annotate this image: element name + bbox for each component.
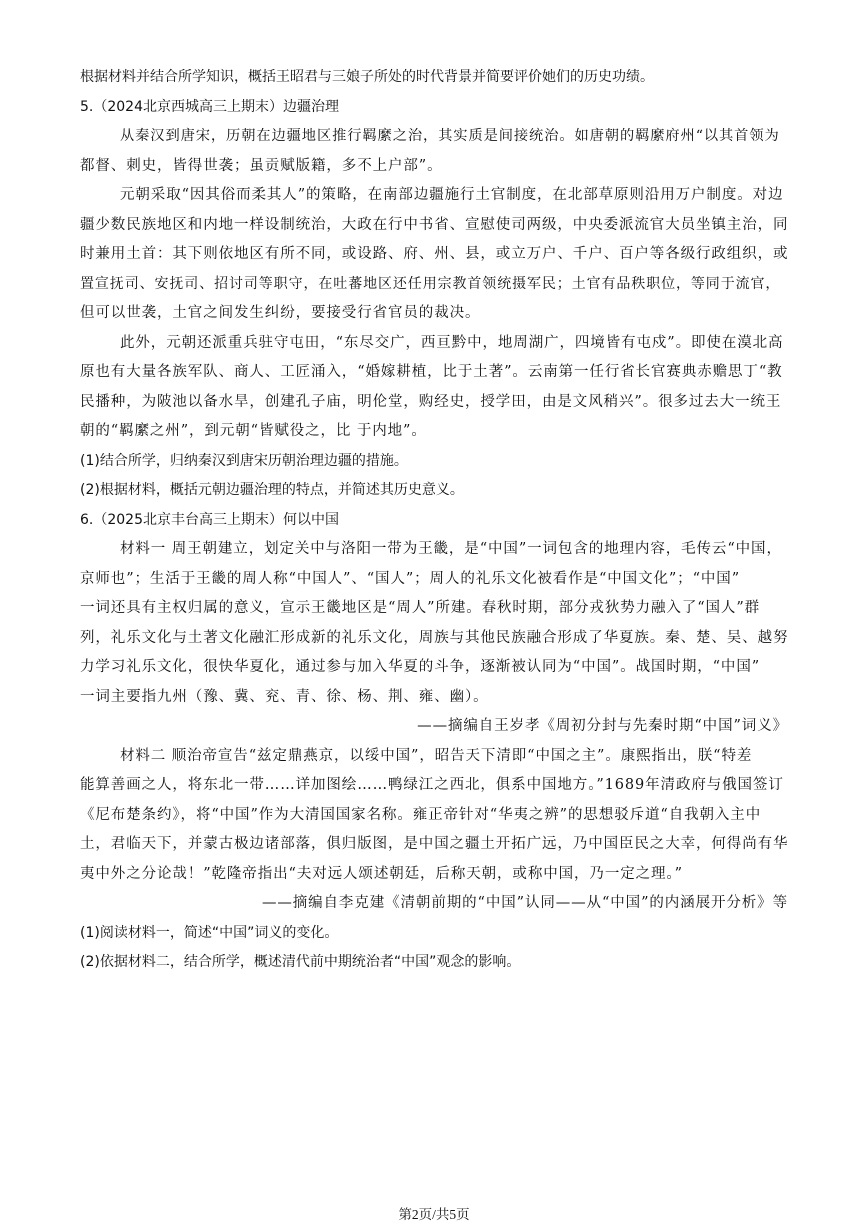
- q6-material-1: [80, 535, 788, 742]
- q5-subquestion-2: (2)根据材料，概括元朝边疆治理的特点，并简述其历史意义。: [80, 482, 464, 498]
- text-line: 都督、刺史，皆得世袭；虽贡赋版籍，多不上户部”。: [80, 157, 443, 174]
- q5-header: 5.（2024北京西城高三上期末）边疆治理: [80, 98, 339, 115]
- text-line: 一词还具有主权归属的意义，宣示王畿地区是“周人”所建。春秋时期，部分戎狄势力融入了“国人”群: [80, 600, 761, 616]
- text-line: 一词主要指九州（豫、冀、兖、青、徐、杨、荆、雍、幽）。: [80, 688, 489, 705]
- text-line: 夷中外之分论哉！”乾隆帝指出“夫对远人颂述朝廷，后称天朝，或称中国，乃一定之理。”: [80, 865, 683, 882]
- text-line: 时兼用土首：其下则依地区有所不同，或设路、府、州、县，或立万户、千户、百户等各级行政组织，或: [80, 246, 789, 262]
- q6-material-1-source: ——摘编自王岁孝《周初分封与先秦时期“中国”词义》: [417, 718, 788, 734]
- text-line: 材料二 顺治帝宣告“兹定鼎燕京，以绥中国”，昭告天下清即“中国之主”。康熙指出，朕“特差: [120, 747, 753, 764]
- text-line: 材料一 周王朝建立，划定关中与洛阳一带为王畿，是“中国”一词包含的地理内容，毛传云“中国，: [120, 541, 782, 557]
- text-line: 但可以世袭，土官之间发生纠纷，要接受行省官员的裁决。: [80, 305, 481, 321]
- text-line: 疆少数民族地区和内地一样设制统治，大政在行中书省、宣慰使司两级，中央委派流官大员坐镇主治，同: [80, 216, 789, 233]
- text-line: 《尼布楚条约》，将“中国”作为大清国国家名称。雍正帝针对“华夷之辨”的思想驳斥道“自我朝入主中: [80, 806, 762, 823]
- q6-header: 6.（2025北京丰台高三上期末）何以中国: [80, 511, 339, 528]
- intro-question: 根据材料并结合所学知识，概括王昭君与三娘子所处的时代背景并简要评价她们的历史功绩。: [80, 69, 654, 85]
- q6-material-2-source: ——摘编自李克建《清朝前期的“中国”认同——从“中国”的内涵展开分析》等: [261, 895, 788, 911]
- q5-paragraph-3: [80, 329, 788, 447]
- q6-subquestion-1: (1)阅读材料一，简述“中国”词义的变化。: [80, 924, 339, 941]
- text-line: 置宣抚司、安抚司、招讨司等职守，在吐蕃地区还任用宗教首领统摄军民；土官有品秩职位，等同于流官，: [80, 275, 781, 292]
- text-line: 元朝采取“因其俗而柔其人”的策略，在南部边疆施行土官制度，在北部草原则沿用万户制度。对边: [120, 187, 784, 203]
- page-number: 第2页/共5页: [398, 1207, 470, 1222]
- q5-paragraph-1: [80, 122, 788, 181]
- q6-material-2: [80, 742, 788, 919]
- text-line: 土，君临天下，并蒙古极边诸部落，俱归版图，是中国之疆土开拓广远，乃中国臣民之大幸，何得尚有华: [80, 836, 789, 852]
- text-line: 能算善画之人，将东北一带……详加图绘……鸭绿江之西北，俱系中国地方。”1689年清政府与俄国签订: [80, 777, 784, 793]
- text-line: 列，礼乐文化与土著文化融汇形成新的礼乐文化，周族与其他民族融合形成了华夏族。秦、楚、吴、越努: [80, 629, 789, 646]
- text-line: 民播种，为陂池以备水旱，创建孔子庙，明伦堂，购经史，授学田，由是文风稍兴”。很多过去大一统王: [80, 393, 782, 410]
- text-line: 朝的“羁縻之州”，到元朝“皆赋役之，比 于内地”。: [80, 423, 427, 439]
- text-line: 从秦汉到唐宋，历朝在边疆地区推行羁縻之治，其实质是间接统治。如唐朝的羁縻府州“以其首领为: [120, 128, 780, 144]
- text-line: 力学习礼乐文化，很快华夏化，通过参与加入华夏的斗争，逐渐被认同为“中国”。战国时期，“中国”: [80, 659, 761, 675]
- q6-subquestion-2: (2)依据材料二，结合所学，概述清代前中期统治者“中国”观念的影响。: [80, 954, 521, 970]
- q5-subquestion-1: (1)结合所学，归纳秦汉到唐宋历朝治理边疆的措施。: [80, 452, 408, 469]
- page-content: [80, 63, 788, 978]
- text-line: 京师也”；生活于王畿的周人称“中国人”、“国人”；周人的礼乐文化被看作是“中国文化”；“中国”: [80, 570, 741, 587]
- text-line: 原也有大量各族军队、商人、工匠涌入，“婚嫁耕植，比于土著”。云南第一任行省长官赛典赤赡思丁“教: [80, 364, 783, 380]
- q5-paragraph-2: [80, 181, 788, 329]
- text-line: 此外，元朝还派重兵驻守屯田，“东尽交广，西亘黔中，地周湖广，四境皆有屯戍”。即使在漠北高: [120, 334, 784, 351]
